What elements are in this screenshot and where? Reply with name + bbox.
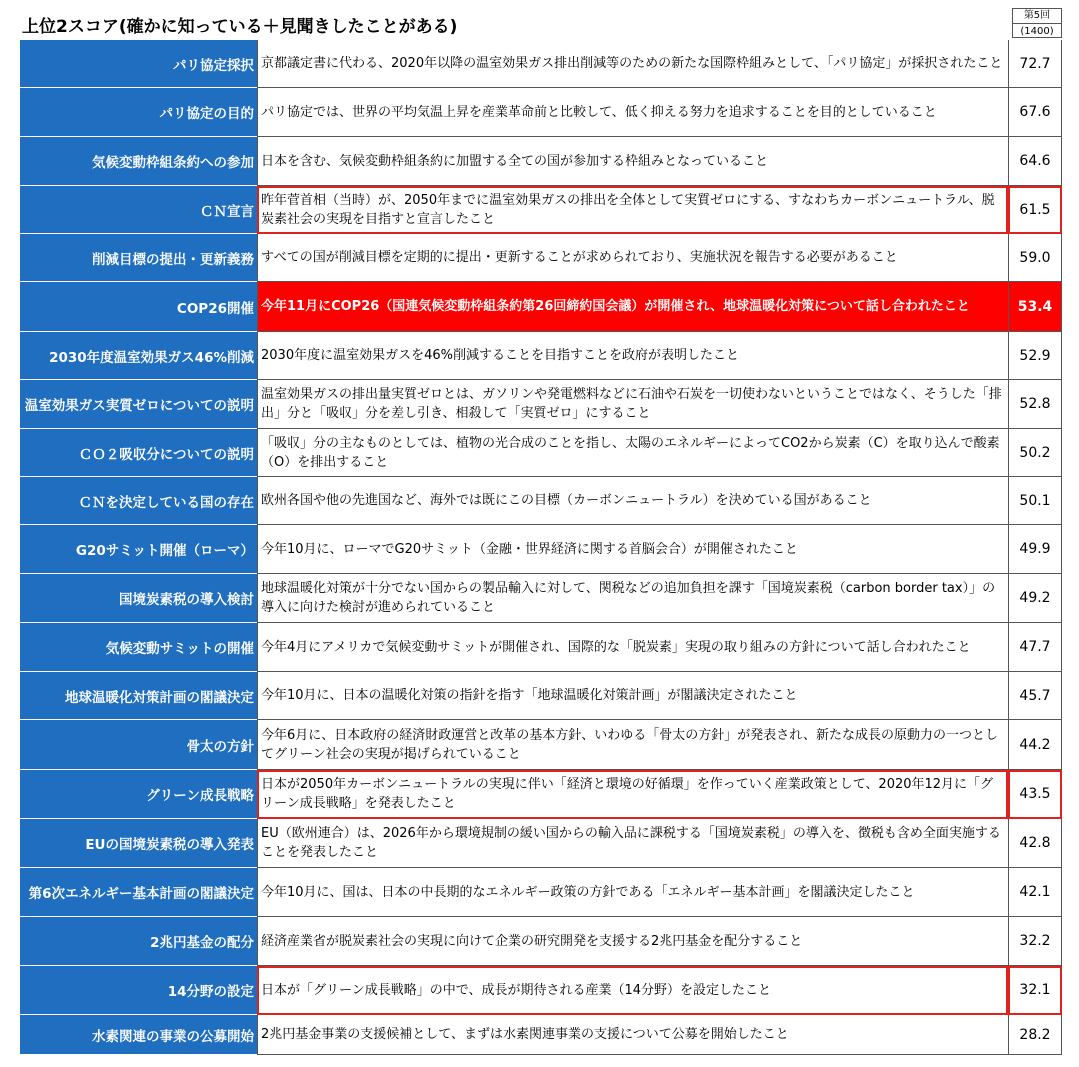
table-row: [20, 429, 1062, 477]
row-value: 28.2: [1008, 1015, 1062, 1055]
row-label: 気候変動サミットの開催: [20, 623, 257, 672]
row-value: 49.9: [1008, 525, 1062, 574]
row-value: 47.7: [1008, 623, 1062, 672]
row-value: 42.8: [1008, 819, 1062, 868]
row-label: 気候変動枠組条約への参加: [20, 137, 257, 186]
row-value: 59.0: [1008, 234, 1062, 282]
row-value: 50.1: [1008, 477, 1062, 525]
row-label: グリーン成長戦略: [20, 770, 257, 819]
table-row: [20, 525, 1062, 574]
row-value: 72.7: [1008, 40, 1062, 88]
sample-size-label: (1400): [1020, 26, 1054, 37]
row-label: 国境炭素税の導入検討: [20, 574, 257, 623]
table-row: [20, 966, 1062, 1015]
row-description: 日本が2050年カーボンニュートラルの実現に伴い「経済と環境の好循環」を作っていく産業政策として、2020年12月に「グリーン成長戦略」を発表したこと: [257, 770, 1008, 819]
survey-round-label: 第5回: [1013, 9, 1061, 24]
row-value: 49.2: [1008, 574, 1062, 623]
row-description: 欧州各国や他の先進国など、海外では既にこの目標（カーボンニュートラル）を決めている国があること: [257, 477, 1008, 525]
row-description: 日本を含む、気候変動枠組条約に加盟する全ての国が参加する枠組みとなっていること: [257, 137, 1008, 186]
table-row: [20, 819, 1062, 868]
row-label: 地球温暖化対策計画の閣議決定: [20, 672, 257, 720]
row-label: ＣＮを決定している国の存在: [20, 477, 257, 525]
row-value: 61.5: [1008, 186, 1062, 234]
row-description: 今年11月にCOP26（国連気候変動枠組条約第26回締約国会議）が開催され、地球温暖化対策について話し合われたこと: [257, 282, 1008, 332]
table-row: [20, 186, 1062, 234]
row-description: パリ協定では、世界の平均気温上昇を産業革命前と比較して、低く抑える努力を追求することを目的としていること: [257, 88, 1008, 137]
table-row: [20, 623, 1062, 672]
table-row: [20, 40, 1062, 88]
row-description: EU（欧州連合）は、2026年から環境規制の緩い国からの輸入品に課税する「国境炭素税」の導入を、徴税も含め全面実施することを発表したこと: [257, 819, 1008, 868]
row-label: 2030年度温室効果ガス46%削減: [20, 332, 257, 380]
row-label: 2兆円基金の配分: [20, 917, 257, 966]
row-value: 53.4: [1008, 282, 1062, 332]
row-description: 今年4月にアメリカで気候変動サミットが開催され、国際的な「脱炭素」実現の取り組みの方針について話し合われたこと: [257, 623, 1008, 672]
row-label: ＣＯ２吸収分についての説明: [20, 429, 257, 477]
row-description: 今年6月に、日本政府の経済財政運営と改革の基本方針、いわゆる「骨太の方針」が発表され、新たな成長の原動力の一つとしてグリーン社会の実現が掲げられていること: [257, 720, 1008, 770]
row-label: 削減目標の提出・更新義務: [20, 234, 257, 282]
table-row: [20, 720, 1062, 770]
page-title: 上位2スコア(確かに知っている＋見聞きしたことがある): [22, 17, 458, 37]
table-row: [20, 574, 1062, 623]
row-label: ＣＮ宣言: [20, 186, 257, 234]
row-description: 地球温暖化対策が十分でない国からの製品輸入に対して、関税などの追加負担を課す「国境炭素税（carbon border tax）」の導入に向けた検討が進められていること: [257, 574, 1008, 623]
table-row: [20, 1015, 1062, 1055]
row-label: G20サミット開催（ローマ）: [20, 525, 257, 574]
row-description: 温室効果ガスの排出量実質ゼロとは、ガソリンや発電燃料などに石油や石炭を一切使わないということではなく、そうした「排出」分と「吸収」分を差し引き、相殺して「実質ゼロ」にすること: [257, 380, 1008, 429]
row-description: 今年10月に、国は、日本の中長期的なエネルギー政策の方針である「エネルギー基本計画」を閣議決定したこと: [257, 868, 1008, 917]
row-description: 日本が「グリーン成長戦略」の中で、成長が期待される産業（14分野）を設定したこと: [257, 966, 1008, 1015]
row-label: COP26開催: [20, 282, 257, 332]
row-value: 44.2: [1008, 720, 1062, 770]
table-row: [20, 332, 1062, 380]
table-row: [20, 917, 1062, 966]
row-description: すべての国が削減目標を定期的に提出・更新することが求められており、実施状況を報告する必要があること: [257, 234, 1008, 282]
row-label: 14分野の設定: [20, 966, 257, 1015]
row-label: 温室効果ガス実質ゼロについての説明: [20, 380, 257, 429]
row-label: EUの国境炭素税の導入発表: [20, 819, 257, 868]
row-value: 50.2: [1008, 429, 1062, 477]
table-row: [20, 868, 1062, 917]
row-label: パリ協定の目的: [20, 88, 257, 137]
row-description: 今年10月に、ローマでG20サミット（金融・世界経済に関する首脳会合）が開催されたこと: [257, 525, 1008, 574]
row-label: パリ協定採択: [20, 40, 257, 88]
row-value: 32.1: [1008, 966, 1062, 1015]
table-row: [20, 380, 1062, 429]
row-value: 64.6: [1008, 137, 1062, 186]
table-row: [20, 672, 1062, 720]
row-description: 今年10月に、日本の温暖化対策の指針を指す「地球温暖化対策計画」が閣議決定されたこと: [257, 672, 1008, 720]
row-value: 52.8: [1008, 380, 1062, 429]
row-value: 42.1: [1008, 868, 1062, 917]
table-row: [20, 770, 1062, 819]
row-value: 43.5: [1008, 770, 1062, 819]
row-value: 52.9: [1008, 332, 1062, 380]
row-description: 昨年菅首相（当時）が、2050年までに温室効果ガスの排出を全体として実質ゼロにする、すなわちカーボンニュートラル、脱炭素社会の実現を目指すと宣言したこと: [257, 186, 1008, 234]
table-row: [20, 137, 1062, 186]
row-value: 67.6: [1008, 88, 1062, 137]
row-description: 京都議定書に代わる、2020年以降の温室効果ガス排出削減等のための新たな国際枠組みとして、「パリ協定」が採択されたこと: [257, 40, 1008, 88]
row-label: 水素関連の事業の公募開始: [20, 1015, 257, 1055]
row-value: 32.2: [1008, 917, 1062, 966]
table-row: [20, 88, 1062, 137]
table-row: [20, 477, 1062, 525]
row-description: 「吸収」分の主なものとしては、植物の光合成のことを指し、太陽のエネルギーによってCO2から炭素（C）を取り込んで酸素（O）を排出すること: [257, 429, 1008, 477]
row-value: 45.7: [1008, 672, 1062, 720]
row-description: 2兆円基金事業の支援候補として、まずは水素関連事業の支援について公募を開始したこと: [257, 1015, 1008, 1055]
column-header: [1012, 8, 1062, 38]
row-description: 経済産業省が脱炭素社会の実現に向けて企業の研究開発を支援する2兆円基金を配分すること: [257, 917, 1008, 966]
row-description: 2030年度に温室効果ガスを46%削減することを目指すことを政府が表明したこと: [257, 332, 1008, 380]
row-label: 骨太の方針: [20, 720, 257, 770]
table-row: [20, 282, 1062, 332]
row-label: 第6次エネルギー基本計画の閣議決定: [20, 868, 257, 917]
table-row: [20, 234, 1062, 282]
